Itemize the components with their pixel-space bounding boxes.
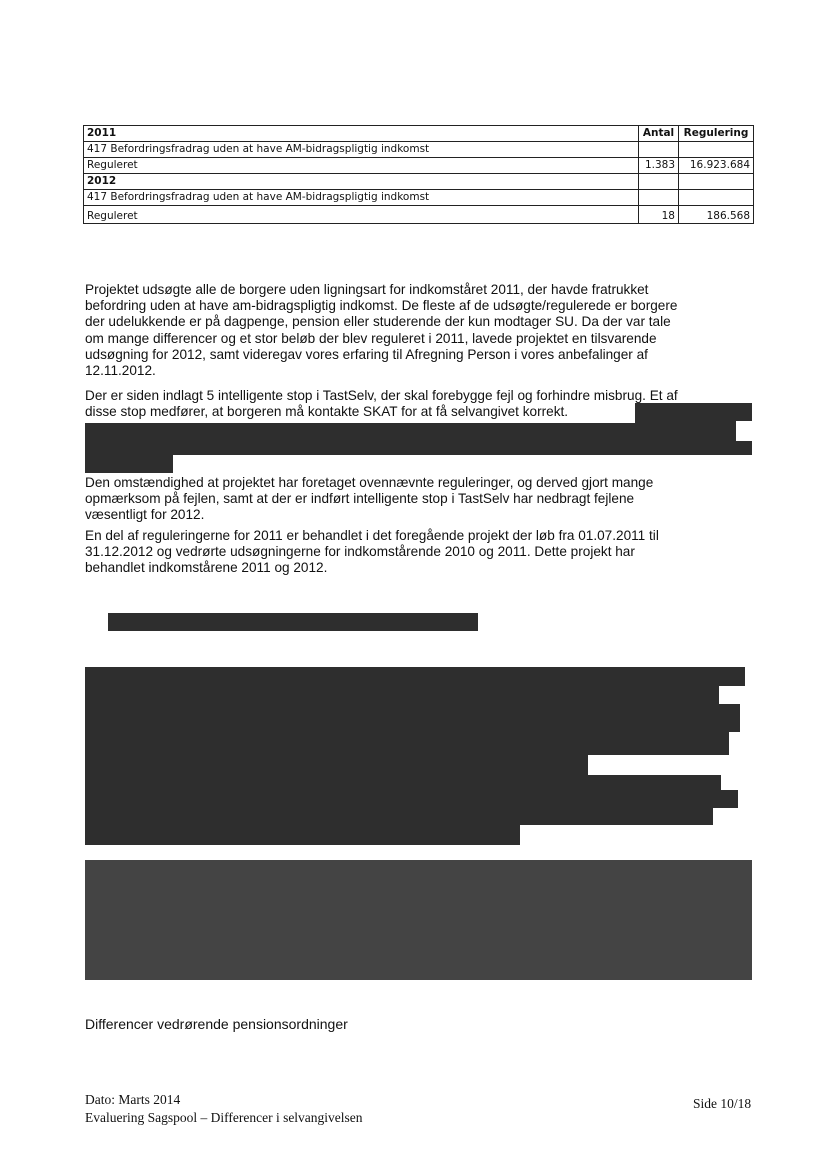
- table-row: [84, 174, 754, 190]
- redaction-block: [85, 455, 173, 473]
- row-regulering: 186.568: [679, 206, 754, 224]
- redaction-block: [85, 808, 713, 825]
- redaction-block: [85, 775, 721, 790]
- table-row: [84, 142, 754, 158]
- row-label: 417 Befordringsfradrag uden at have AM-bidragspligtig indkomst: [84, 190, 639, 206]
- text-line: behandlet indkomstårene 2011 og 2012.: [85, 560, 328, 576]
- paragraph-omstaendighed: [85, 475, 755, 524]
- text-line: 12.11.2012.: [85, 363, 156, 379]
- redaction-block: [635, 403, 752, 423]
- redaction-block: [85, 825, 520, 845]
- footer-date: Dato: Marts 2014: [85, 1092, 181, 1107]
- paragraph-reguleringer-2011: [85, 528, 755, 577]
- text-line: Projektet udsøgte alle de borgere uden ligningsart for indkomståret 2011, der havde fratrukket: [85, 282, 649, 297]
- table-year-2011: 2011: [84, 126, 639, 142]
- text-line: væsentligt for 2012.: [85, 507, 205, 523]
- row-regulering: [679, 190, 754, 206]
- text-line: der udelukkende er på dagpenge, pension eller studerende der kun modtager SU. Da der var tale: [85, 314, 671, 330]
- redaction-block: [108, 613, 478, 631]
- paragraph-udsoegning: [85, 282, 755, 379]
- text-line: befordring uden at have am-bidragspligtig indkomst. De fleste af de udsøgte/regulerede er borgere: [85, 298, 678, 314]
- column-header-antal: Antal: [639, 126, 679, 142]
- table-row: [84, 158, 754, 174]
- regulering-table: [83, 125, 754, 224]
- column-header-regulering: Regulering: [679, 126, 754, 142]
- text-line: Der er siden indlagt 5 intelligente stop i TastSelv, der skal forebygge fejl og forhindre misbrug. Et af: [85, 388, 678, 403]
- text-line: udsøgning for 2012, samt videregav vores erfaring til Afregning Person i vores anbefalinger af: [85, 346, 648, 362]
- text-line: disse stop medfører, at borgeren må kontakte SKAT for at få selvangivet korrekt.: [85, 404, 569, 420]
- redaction-block: [85, 686, 719, 704]
- row-antal: 1.383: [639, 158, 679, 174]
- footer-subtitle: Evaluering Sagspool – Differencer i selvangivelsen: [85, 1110, 363, 1125]
- redaction-block: [85, 755, 588, 775]
- row-regulering: [679, 142, 754, 158]
- row-antal: [639, 142, 679, 158]
- text-line: Den omstændighed at projektet har foretaget ovennævnte reguleringer, og derved gjort mange: [85, 475, 654, 490]
- table-header-row: [84, 126, 754, 142]
- row-regulering: 16.923.684: [679, 158, 754, 174]
- redaction-gap: [736, 421, 752, 441]
- text-line: 31.12.2012 og vedrørte udsøgningerne for indkomstårende 2010 og 2011. Dette projekt har: [85, 544, 635, 560]
- row-antal: [639, 190, 679, 206]
- section-heading: Differencer vedrørende pensionsordninger: [85, 1016, 348, 1032]
- row-regulering: [679, 174, 754, 190]
- table-row: [84, 190, 754, 206]
- text-line: En del af reguleringerne for 2011 er behandlet i det foregående projekt der løb fra 01.07.2011 til: [85, 528, 659, 543]
- row-antal: [639, 174, 679, 190]
- redaction-block: [85, 704, 740, 732]
- footer-page-number: Side 10/18: [693, 1096, 752, 1111]
- redaction-block: [85, 667, 745, 686]
- redaction-box: [85, 860, 752, 980]
- redaction-block: [85, 423, 752, 455]
- text-line: opmærksom på fejlen, samt at der er indført intelligente stop i TastSelv har nedbragt fejlene: [85, 491, 635, 507]
- row-label: 2012: [84, 174, 639, 190]
- row-label: Reguleret: [84, 206, 639, 224]
- row-antal: 18: [639, 206, 679, 224]
- redaction-block: [85, 790, 738, 808]
- row-label: Reguleret: [84, 158, 639, 174]
- redaction-block: [85, 732, 729, 755]
- text-line: om mange differencer og et stor beløb der blev reguleret i 2011, lavede projektet en tilsvarende: [85, 330, 657, 346]
- row-label: 417 Befordringsfradrag uden at have AM-bidragspligtig indkomst: [84, 142, 639, 158]
- table-row: [84, 206, 754, 224]
